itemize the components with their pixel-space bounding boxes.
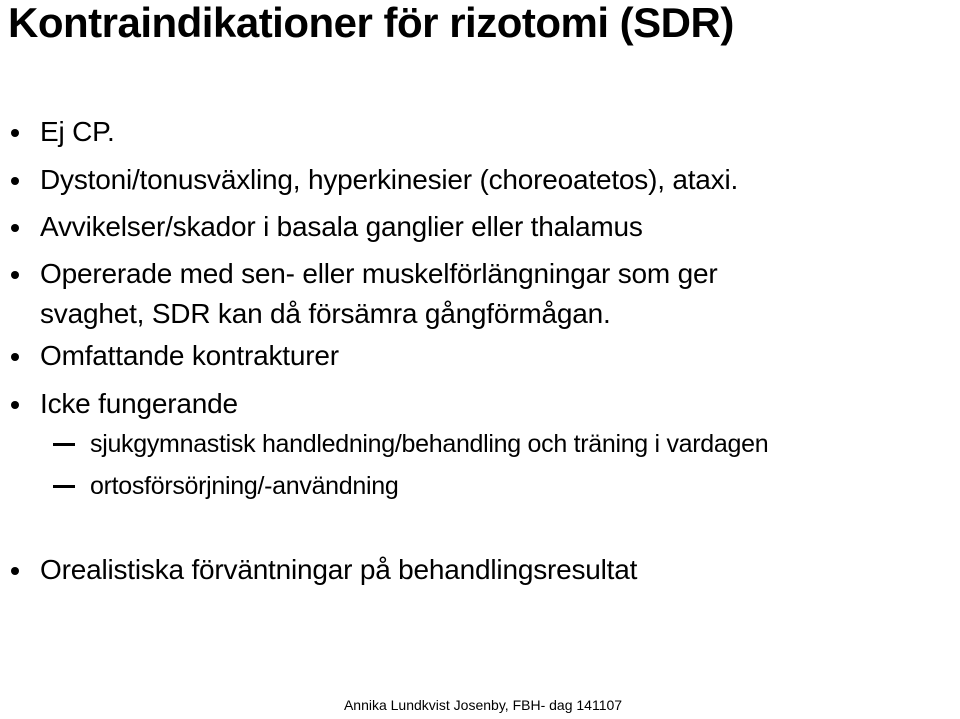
sub-bullet-text: sjukgymnastisk handledning/behandling och träning i vardagen: [90, 430, 769, 458]
bullet-text: Dystoni/tonusväxling, hyperkinesier (choreoatetos), ataxi.: [40, 164, 739, 195]
bullet-dot-icon: [11, 567, 19, 575]
bullet-dot-icon: [11, 224, 19, 232]
bullet-dot-icon: [11, 271, 19, 279]
sub-bullet-text: ortosförsörjning/-användning: [90, 472, 399, 500]
bullet-text: Ej CP.: [40, 116, 115, 147]
bullet-dot-icon: [11, 401, 19, 409]
dash-icon: [53, 485, 75, 488]
bullet-dot-icon: [11, 177, 19, 185]
slide-title: Kontraindikationer för rizotomi (SDR): [8, 0, 734, 46]
bullet-text: Orealistiska förväntningar på behandlingsresultat: [40, 554, 638, 585]
bullet-text: Icke fungerande: [40, 388, 238, 419]
bullet-text-continuation: svaghet, SDR kan då försämra gångförmågan.: [40, 298, 611, 329]
bullet-text: Omfattande kontrakturer: [40, 340, 339, 371]
bullet-dot-icon: [11, 129, 19, 137]
bullet-text: Avvikelser/skador i basala ganglier eller thalamus: [40, 211, 643, 242]
slide-footer: Annika Lundkvist Josenby, FBH- dag 141107: [343, 697, 623, 713]
bullet-dot-icon: [11, 353, 19, 361]
dash-icon: [53, 443, 75, 446]
bullet-text: Opererade med sen- eller muskelförlängningar som ger: [40, 258, 718, 289]
